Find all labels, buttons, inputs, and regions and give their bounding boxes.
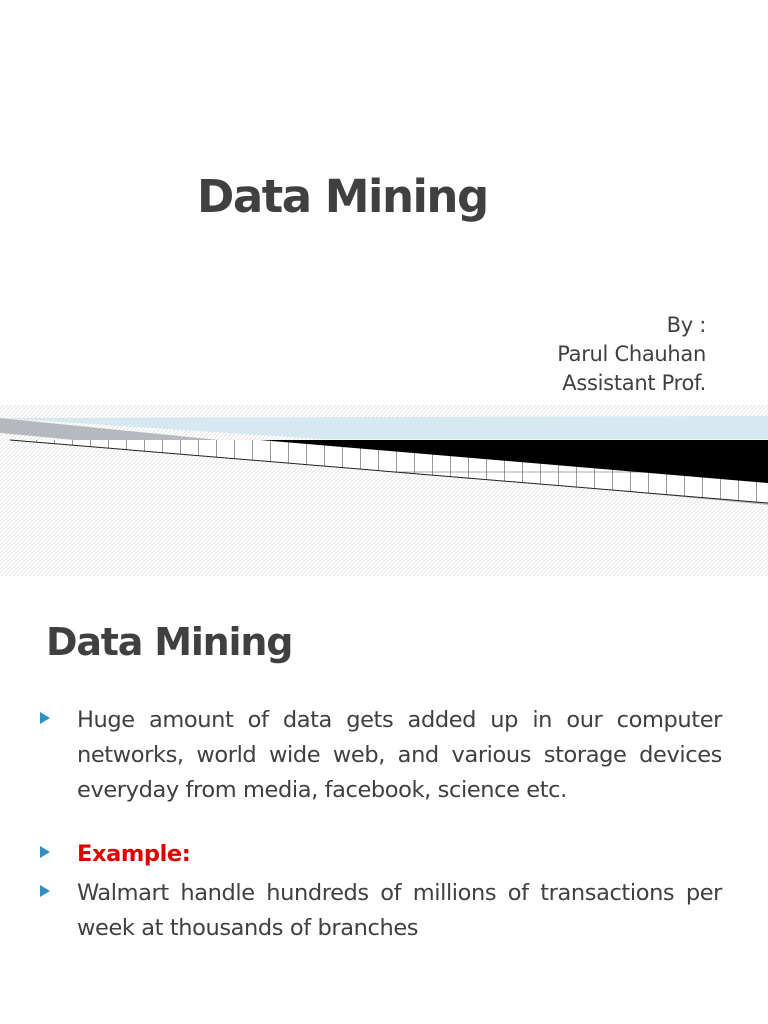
- example-label: Example:: [77, 841, 191, 867]
- bullet-text: Walmart handle hundreds of millions of transactions per week at thousands of branches: [77, 880, 722, 941]
- list-item: [40, 837, 722, 872]
- bullet-arrow-icon: [40, 846, 50, 858]
- content-slide: [0, 576, 768, 1024]
- list-item: [40, 703, 722, 808]
- author-title: Assistant Prof.: [562, 371, 706, 395]
- author-byline: [557, 311, 706, 398]
- bullet-list: [40, 703, 722, 946]
- author-name: Parul Chauhan: [557, 342, 706, 366]
- slide-title: Data Mining: [46, 620, 293, 664]
- bullet-arrow-icon: [40, 712, 50, 724]
- decorative-band: [0, 405, 768, 576]
- band-graphic: [0, 405, 768, 576]
- bullet-arrow-icon: [40, 885, 50, 897]
- bullet-text: Huge amount of data gets added up in our computer networks, world wide web, and various storage devices everyday from media, facebook, science etc.: [77, 707, 722, 803]
- byline-label: By :: [666, 313, 706, 337]
- slide-title: Data Mining: [197, 170, 488, 223]
- list-item: [40, 876, 722, 946]
